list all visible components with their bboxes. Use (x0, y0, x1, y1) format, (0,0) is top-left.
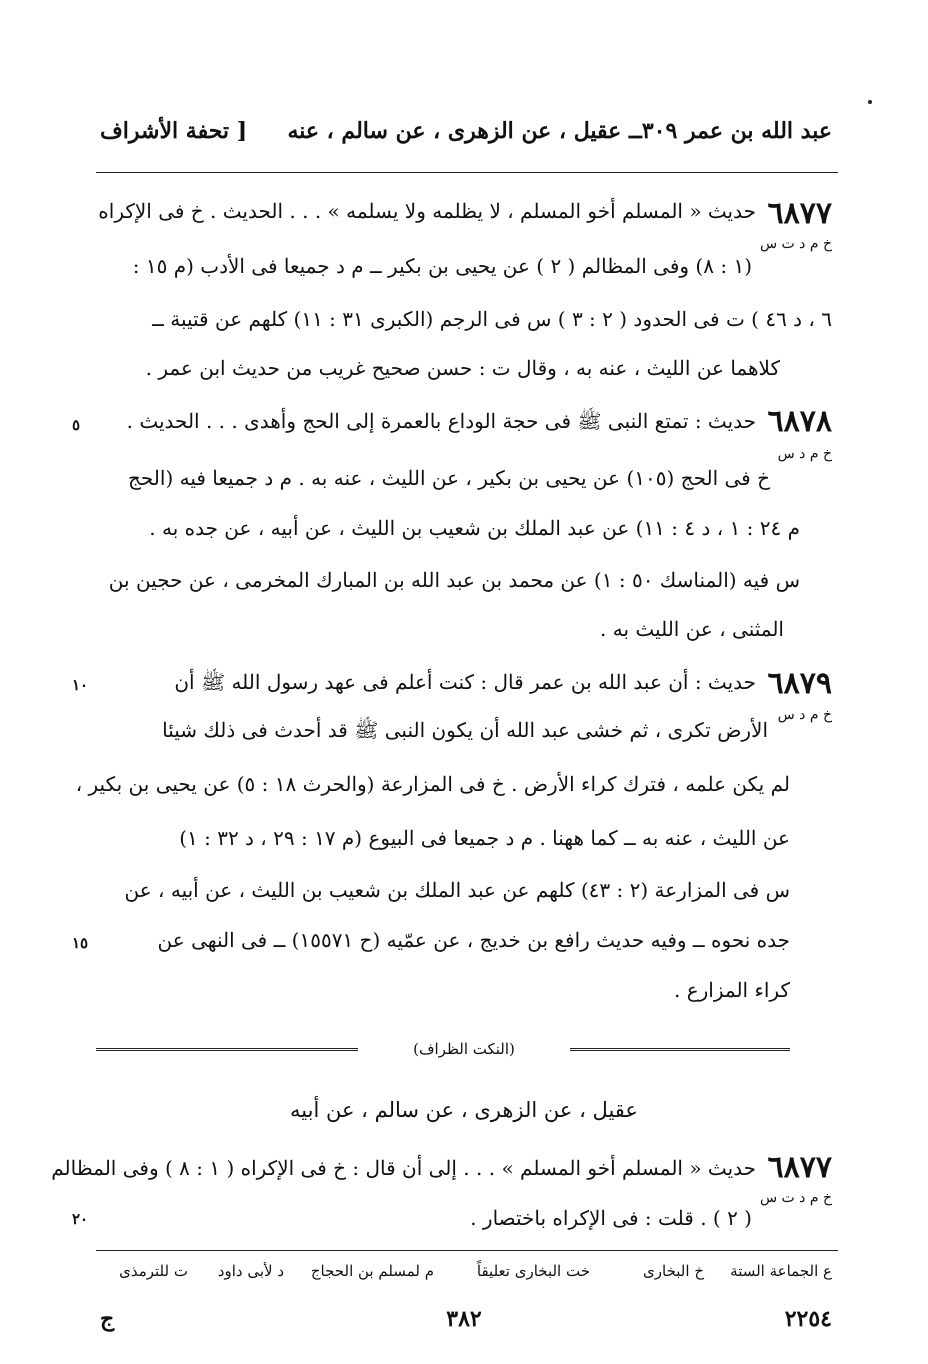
hadith-number: ٦٨٧٨ (767, 404, 832, 439)
text-line: حديث : تمتع النبى ﷺ فى حجة الوداع بالعمرة إلى الحج وأهدى . . . الحديث . (126, 409, 756, 433)
section-divider-label: (النكت الظراف) (413, 1040, 515, 1058)
text-line: ( ٢ ) . قلت : فى الإكراه باختصار . (470, 1206, 752, 1230)
volume-letter: ج (100, 1306, 115, 1332)
abbreviation: ع الجماعة الستة (730, 1262, 832, 1280)
abbreviation: خ البخارى (643, 1262, 704, 1280)
hadith-number: ٦٨٧٧ (767, 1150, 832, 1185)
margin-line-number: ١٠ (72, 676, 89, 694)
text-line: جده نحوه ــ وفيه حديث رافع بن خديج ، عن عمّيه (ح ١٥٥٧١) ــ فى النهى عن (157, 928, 790, 952)
hadith-sigla: خ م د ت س (759, 1190, 832, 1206)
text-line: كراء المزارع . (674, 978, 790, 1002)
ink-speck (868, 100, 872, 104)
header-rule (96, 172, 838, 173)
text-line: المثنى ، عن الليث به . (600, 617, 784, 641)
abbreviation: م لمسلم بن الحجاج (310, 1262, 434, 1280)
nukat-heading: عقيل ، عن الزهرى ، عن سالم ، عن أبيه (290, 1098, 638, 1122)
text-line: س فيه (المناسك ٥٠ : ١) عن محمد بن عبد الله بن المبارك المخرمى ، عن حجين بن (108, 568, 800, 592)
hadith-number: ٦٨٧٩ (767, 666, 832, 701)
abbreviation: خت البخارى تعليقاً (476, 1262, 590, 1280)
hadith-sigla: خ م د س (777, 446, 832, 462)
abbreviation: د لأبى داود (217, 1262, 284, 1280)
text-line: عن الليث ، عنه به ــ كما ههنا . م د جميعا فى البيوع (م ١٧ : ٢٩ ، د ٣٢ : ١) (179, 826, 790, 850)
text-line: ٦ ، د ٤٦ ) ت فى الحدود ( ٢ : ٣ ) س فى الرجم (الكبرى ٣١ : ١١) كلهم عن قتيبة ــ (152, 307, 832, 331)
hadith-range-number: ٢٢٥٤ (784, 1306, 832, 1332)
margin-line-number: ٢٠ (72, 1210, 89, 1228)
text-line: س فى المزارعة (٢ : ٤٣) كلهم عن عبد الملك بن شعيب بن الليث ، عن أبيه ، عن (124, 878, 790, 902)
text-line: الأرض تكرى ، ثم خشى عبد الله أن يكون النبى ﷺ قد أحدث فى ذلك شيئا (162, 718, 768, 742)
margin-line-number: ٥ (72, 416, 81, 434)
text-line: حديث « المسلم أخو المسلم ، لا يظلمه ولا يسلمه » . . . الحديث . خ فى الإكراه (98, 199, 756, 223)
hadith-sigla: خ م د س (777, 707, 832, 723)
text-line: (١ : ٨) وفى المظالم ( ٢ ) عن يحيى بن بكير ــ م د جميعا فى الأدب (م ١٥ : (132, 254, 752, 278)
text-line: حديث « المسلم أخو المسلم » . . . إلى أن قال : خ فى الإكراه ( ١ : ٨ ) وفى المظالم (51, 1156, 756, 1180)
hadith-sigla: خ م د ت س (759, 236, 832, 252)
abbreviation: ت للترمذى (119, 1262, 188, 1280)
running-header-title: عبد الله بن عمر ٣٠٩ــ عقيل ، عن الزهرى ، عن سالم ، عنه (287, 118, 832, 144)
footer-rule (96, 1250, 838, 1251)
hadith-number: ٦٨٧٧ (767, 196, 832, 231)
text-line: خ فى الحج (١٠٥) عن يحيى بن بكير ، عن الليث ، عنه به . م د جميعا فيه (الحج (127, 466, 770, 490)
margin-line-number: ١٥ (72, 934, 89, 952)
text-line: كلاهما عن الليث ، عنه به ، وقال ت : حسن صحيح غريب من حديث ابن عمر . (145, 356, 780, 380)
text-line: حديث : أن عبد الله بن عمر قال : كنت أعلم فى عهد رسول الله ﷺ أن (174, 670, 756, 694)
text-line: م ٢٤ : ١ ، د ٤ : ١١) عن عبد الملك بن شعيب بن الليث ، عن أبيه ، عن جده به . (149, 516, 800, 540)
text-line: لم يكن علمه ، فترك كراء الأرض . خ فى المزارعة (والحرث ١٨ : ٥) عن يحيى بن بكير ، (75, 772, 790, 796)
running-header-book: [ تحفة الأشراف (100, 118, 248, 144)
page-number: ٣٨٢ (446, 1306, 482, 1332)
